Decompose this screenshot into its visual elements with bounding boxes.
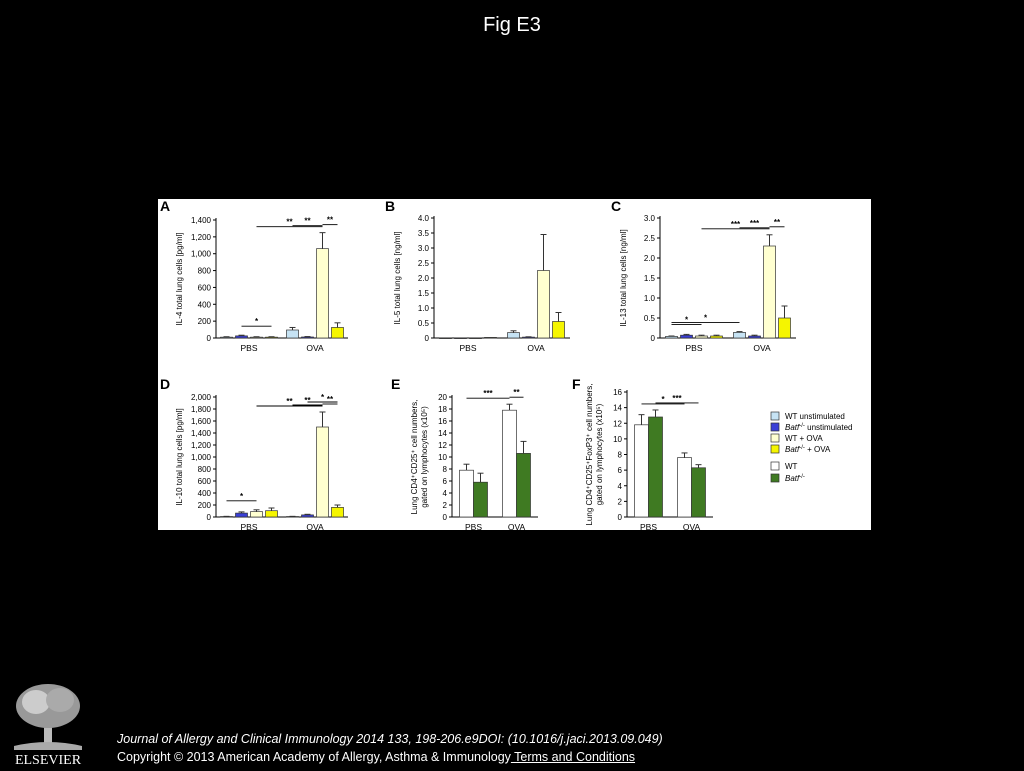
bar-f-wt xyxy=(678,458,692,517)
legend-label-batf xyxy=(785,474,805,483)
panel-e-y-tick-label: 0 xyxy=(442,513,447,522)
panel-c-label: C xyxy=(611,199,622,214)
panel-f-y-tick-label: 16 xyxy=(613,388,622,397)
panel-d-label: D xyxy=(160,376,171,392)
bar-e-batf xyxy=(474,482,488,517)
significance-label-c: *** xyxy=(730,219,741,229)
legend-swatch-wt_ova xyxy=(771,434,779,442)
bar-a-wt_unstim xyxy=(287,330,299,338)
significance-label-c: * xyxy=(684,315,689,325)
legend-label-wt_unstim xyxy=(785,412,845,421)
slide-title: Fig E3 xyxy=(483,14,541,36)
legend-label-main: WT unstimulated xyxy=(785,412,845,421)
panel-b-y-tick-label: 1.5 xyxy=(417,289,429,298)
legend-label-superscript: -/- xyxy=(799,474,805,480)
bar-c-wt_ova xyxy=(764,246,776,338)
legend-label-suffix: unstimulated xyxy=(804,423,853,432)
bar-a-batf_unstim xyxy=(236,336,248,338)
bar-e-wt xyxy=(503,410,517,517)
bar-b-batf_ova xyxy=(485,337,497,338)
legend-label-main: Batf xyxy=(785,445,800,454)
panel-f-y-axis-title: gated on lymphocytes (x10⁵) xyxy=(595,403,604,506)
panel-f-label: F xyxy=(572,376,581,392)
bar-b-wt_unstim xyxy=(440,338,452,339)
panel-a-y-tick-label: 1,400 xyxy=(190,216,211,225)
bar-c-batf_unstim xyxy=(681,335,693,338)
panel-c-y-tick-label: 0 xyxy=(650,334,655,343)
legend-label-superscript: -/- xyxy=(799,445,805,451)
significance-label-f: * xyxy=(661,394,665,404)
bar-a-wt_ova xyxy=(251,337,263,338)
panel-a-x-tick-label: PBS xyxy=(240,343,258,353)
panel-f-y-axis-title: Lung CD4⁺CD25⁺FoxP3⁺ cell numbers, xyxy=(585,383,594,526)
significance-label-e: *** xyxy=(483,389,493,399)
panel-d-y-tick-label: 0 xyxy=(206,513,211,522)
panel-a-y-tick-label: 400 xyxy=(197,300,211,310)
panel-d-y-tick-label: 1,800 xyxy=(190,405,211,414)
legend-swatch-wt_unstim xyxy=(771,412,779,420)
significance-label-a: ** xyxy=(304,216,311,226)
panel-b-y-tick-label: 0 xyxy=(424,334,429,343)
bar-a-batf_ova xyxy=(266,337,278,338)
bar-b-wt_unstim xyxy=(508,333,520,338)
panel-c-y-tick-label: 2.0 xyxy=(643,254,655,263)
panel-a-x-tick-label: OVA xyxy=(306,343,324,353)
legend-label-batf_ova xyxy=(785,445,831,454)
panel-c-y-tick-label: 1.5 xyxy=(643,274,655,283)
panel-c-x-tick-label: OVA xyxy=(753,343,771,353)
panel-d-y-axis-title: IL-10 total lung cells [pg/ml] xyxy=(175,408,184,506)
significance-label-d: ** xyxy=(286,397,293,406)
panel-b-y-tick-label: 1.0 xyxy=(417,304,429,313)
panel-f-y-tick-label: 10 xyxy=(613,434,622,444)
significance-label-e: ** xyxy=(513,388,520,398)
panel-d-y-tick-label: 1,600 xyxy=(190,417,211,426)
panel-e-y-tick-label: 18 xyxy=(438,405,447,414)
panel-a-label: A xyxy=(160,199,171,214)
significance-label-a: ** xyxy=(326,215,334,225)
panel-f-y-tick-label: 6 xyxy=(617,466,622,476)
panel-e-y-tick-label: 8 xyxy=(442,465,447,474)
panel-b-y-tick-label: 3.5 xyxy=(417,229,429,238)
elsevier-logo xyxy=(8,680,88,766)
bar-f-batf xyxy=(692,468,706,517)
bar-e-wt xyxy=(460,470,474,517)
panel-e-label: E xyxy=(391,376,401,392)
copyright-line xyxy=(117,748,663,766)
bar-f-wt xyxy=(635,425,649,517)
significance-label-a: ** xyxy=(286,217,293,227)
panel-d-y-tick-label: 200 xyxy=(197,501,211,510)
slide-footer xyxy=(117,730,663,766)
panel-e-y-axis-title: gated on lymphocytes (x10⁵) xyxy=(420,406,429,508)
significance-label-c: * xyxy=(703,313,708,323)
bar-c-wt_ova xyxy=(696,336,708,338)
bar-c-batf_unstim xyxy=(749,336,761,338)
panel-e-x-tick-label: OVA xyxy=(507,522,526,530)
bar-c-wt_unstim xyxy=(666,336,678,338)
bar-d-batf_ova xyxy=(332,507,344,517)
figure-panel xyxy=(158,199,871,530)
panel-d-y-tick-label: 1,400 xyxy=(190,429,211,438)
panel-a-y-tick-label: 600 xyxy=(197,283,211,293)
figure-svg xyxy=(158,199,871,530)
bar-d-batf_ova xyxy=(266,511,278,517)
terms-link[interactable]: Terms and Conditions xyxy=(510,750,636,764)
panel-e-y-tick-label: 10 xyxy=(438,453,447,462)
significance-label-c: ** xyxy=(773,217,781,227)
panel-f-y-tick-label: 8 xyxy=(617,450,622,460)
significance-label-d: * xyxy=(239,491,244,501)
panel-f-y-tick-label: 4 xyxy=(617,481,622,491)
panel-f-x-tick-label: OVA xyxy=(682,522,701,530)
legend-label-main: WT xyxy=(785,462,798,471)
panel-b-y-tick-label: 0.5 xyxy=(417,319,429,328)
panel-d-y-tick-label: 1,200 xyxy=(190,441,211,450)
panel-a-y-axis-title: IL-4 total lung cells [pg/ml] xyxy=(175,232,184,326)
panel-e-x-tick-label: PBS xyxy=(464,522,483,530)
panel-e-y-axis-title: Lung CD4⁺CD25⁺ cell numbers, xyxy=(410,399,419,515)
bar-e-batf xyxy=(517,453,531,517)
bar-a-wt_unstim xyxy=(221,337,233,338)
panel-d-y-tick-label: 800 xyxy=(197,465,211,474)
significance-label-d: ** xyxy=(304,396,311,405)
panel-b-y-tick-label: 2.0 xyxy=(417,274,429,283)
panel-b-x-tick-label: OVA xyxy=(527,343,545,353)
panel-d-y-tick-label: 600 xyxy=(197,477,211,486)
panel-a-y-tick-label: 1,200 xyxy=(190,232,211,242)
significance-label-d: ** xyxy=(326,395,334,404)
panel-b-y-tick-label: 2.5 xyxy=(417,259,429,268)
legend-label-suffix: + OVA xyxy=(804,445,831,454)
bar-a-batf_ova xyxy=(332,327,344,338)
significance-label-a: * xyxy=(254,317,259,327)
panel-d-y-tick-label: 400 xyxy=(197,489,211,498)
panel-b-y-axis-title: IL-5 total lung cells [ng/ml] xyxy=(393,231,402,325)
legend-label-wt_ova xyxy=(785,434,823,443)
elsevier-tree-icon xyxy=(8,680,88,766)
bar-c-batf_ova xyxy=(779,318,791,338)
citation-text: Journal of Allergy and Clinical Immunology 2014 133, 198-206.e9DOI: (10.1016/j.jaci.2013.09.049) xyxy=(117,732,663,746)
panel-f-y-tick-label: 2 xyxy=(617,497,622,507)
panel-c-x-tick-label: PBS xyxy=(685,343,703,353)
bar-c-batf_ova xyxy=(711,336,723,338)
copyright-text: Copyright © 2013 American Academy of Allergy, Asthma & Immunology xyxy=(117,750,511,764)
panel-a-y-tick-label: 200 xyxy=(197,317,211,327)
panel-e-y-tick-label: 2 xyxy=(442,501,447,510)
significance-label-c: *** xyxy=(749,218,760,228)
panel-e-y-tick-label: 14 xyxy=(438,429,447,438)
panel-d-x-tick-label: PBS xyxy=(240,522,258,530)
legend-label-main: WT + OVA xyxy=(785,434,823,443)
panel-f-y-tick-label: 14 xyxy=(613,403,622,413)
legend-label-main: Batf xyxy=(785,423,800,432)
bar-b-wt_ova xyxy=(538,271,550,339)
bar-d-wt_ova xyxy=(251,512,263,517)
panel-b-y-tick-label: 3.0 xyxy=(417,244,429,253)
bar-d-batf_unstim xyxy=(302,515,314,517)
significance-label-f: *** xyxy=(672,393,682,403)
legend-label-superscript: -/- xyxy=(799,423,805,429)
legend-label-main: Batf xyxy=(785,474,800,483)
panel-a-y-tick-label: 1,000 xyxy=(190,249,211,259)
bar-d-wt_ova xyxy=(317,427,329,517)
legend-swatch-batf_ova xyxy=(771,445,779,453)
panel-b-label: B xyxy=(385,199,396,214)
panel-c-y-tick-label: 2.5 xyxy=(643,234,655,243)
bar-a-batf_unstim xyxy=(302,337,314,338)
panel-a-y-tick-label: 0 xyxy=(206,334,211,343)
panel-c-y-tick-label: 0.5 xyxy=(643,314,655,323)
panel-d-y-tick-label: 1,000 xyxy=(190,453,211,462)
panel-c-y-axis-title: IL-13 total lung cells [ng/ml] xyxy=(619,229,628,327)
panel-e-y-tick-label: 20 xyxy=(438,393,447,402)
panel-b-y-tick-label: 4.0 xyxy=(417,214,429,223)
bar-d-batf_unstim xyxy=(236,513,248,517)
panel-a-y-tick-label: 800 xyxy=(197,266,211,276)
bar-b-wt_ova xyxy=(470,338,482,339)
significance-label-d: * xyxy=(320,393,325,402)
legend-label-batf_unstim xyxy=(785,423,853,432)
bar-b-batf_ova xyxy=(553,322,565,339)
publisher-wordmark: ELSEVIER xyxy=(14,753,82,766)
panel-e-y-tick-label: 12 xyxy=(438,441,447,450)
legend-swatch-batf xyxy=(771,474,779,482)
panel-f-y-tick-label: 0 xyxy=(617,513,622,522)
panel-d-x-tick-label: OVA xyxy=(306,522,324,530)
panel-e-y-tick-label: 6 xyxy=(442,477,447,486)
panel-e-y-tick-label: 16 xyxy=(438,417,447,426)
legend-swatch-wt xyxy=(771,462,779,470)
bar-b-batf_unstim xyxy=(455,338,467,339)
legend-swatch-batf_unstim xyxy=(771,423,779,431)
panel-d-y-tick-label: 2,000 xyxy=(190,393,211,402)
bar-f-batf xyxy=(649,417,663,517)
bar-c-wt_unstim xyxy=(734,332,746,338)
panel-c-y-tick-label: 1.0 xyxy=(643,294,655,303)
panel-f-x-tick-label: PBS xyxy=(639,522,658,530)
legend-label-wt xyxy=(785,462,798,471)
panel-b-x-tick-label: PBS xyxy=(459,343,477,353)
bar-a-wt_ova xyxy=(317,249,329,338)
panel-f-y-tick-label: 12 xyxy=(613,419,622,429)
panel-e-y-tick-label: 4 xyxy=(442,489,447,498)
panel-c-y-tick-label: 3.0 xyxy=(643,214,655,223)
